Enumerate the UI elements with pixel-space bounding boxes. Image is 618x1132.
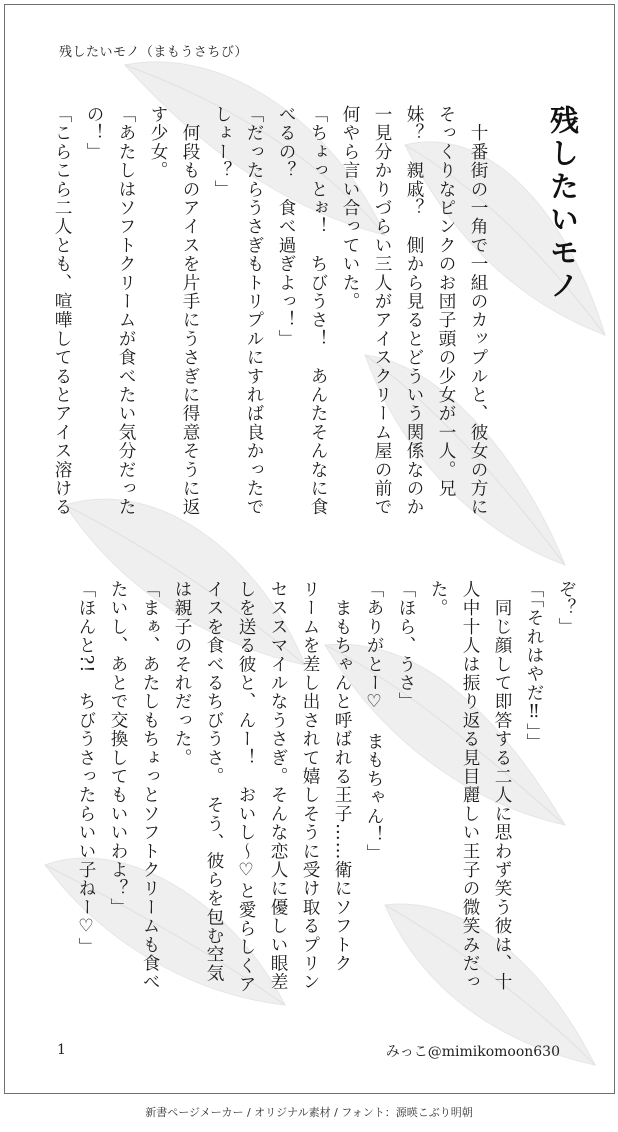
story-text-upper: 十番街の一角で一組のカップルと、彼女の方に そっくりなピンクのお団子頭の少女が一人。兄 妹？ 親戚？ 側から見るとどういう関係なのか 一見分かりづらい三人がアイスクリーム屋の前で 何やら言い合っていた。 「ちょっとぉ！ ちびうさ！ あんたそんなに食 べるの？ 食べ過ぎよっ！」 「だったらうさぎもトリプルにすれば良かったで しょー？」 何段ものアイスを片手にうさぎに得意そうに返 す少女。 「あたしはソフトクリームが食べたい気分だった の！」 「こらこら二人とも、喧嘩してるとアイス溶ける [52,105,488,517]
story-title: 残したいモノ [546,105,580,303]
novel-page [4,4,615,1094]
header-title: 残したいモノ（まもうさちび） [59,45,248,60]
page-number: 1 [57,1042,66,1058]
story-text-lower: ぞ？」 「「それはやだ‼」」 同じ顔して即答する二人に思わず笑う彼は、十 人中十人は振り返る見目麗しい王子の微笑みだっ た。 「ほら、うさ」 「ありがとー♡ まもちゃん！」 まもちゃんと呼ばれる王子……衛にソフトク リームを差し出されて嬉しそうに受け取るプリン セススマイルなうさぎ。そんな恋人に優しい眼差 しを送る彼と、んー！ おいし～♡と愛らしくア イスを食べるちびうさ。 そう、彼らを包む空気 は親子のそれだった。 「まぁ、あたしもちょっとソフトクリームも食べ たいし、あとで交換してもいいわよ？」 「ほんと?! ちびうさったらいい子ねー♡」 [76,580,576,994]
author-credit: みっこ@mimikomoon630 [385,1044,560,1060]
footer-credit: 新書ページメーカー / オリジナル素材 / フォント：源暎こぶり明朝 [145,1106,473,1119]
